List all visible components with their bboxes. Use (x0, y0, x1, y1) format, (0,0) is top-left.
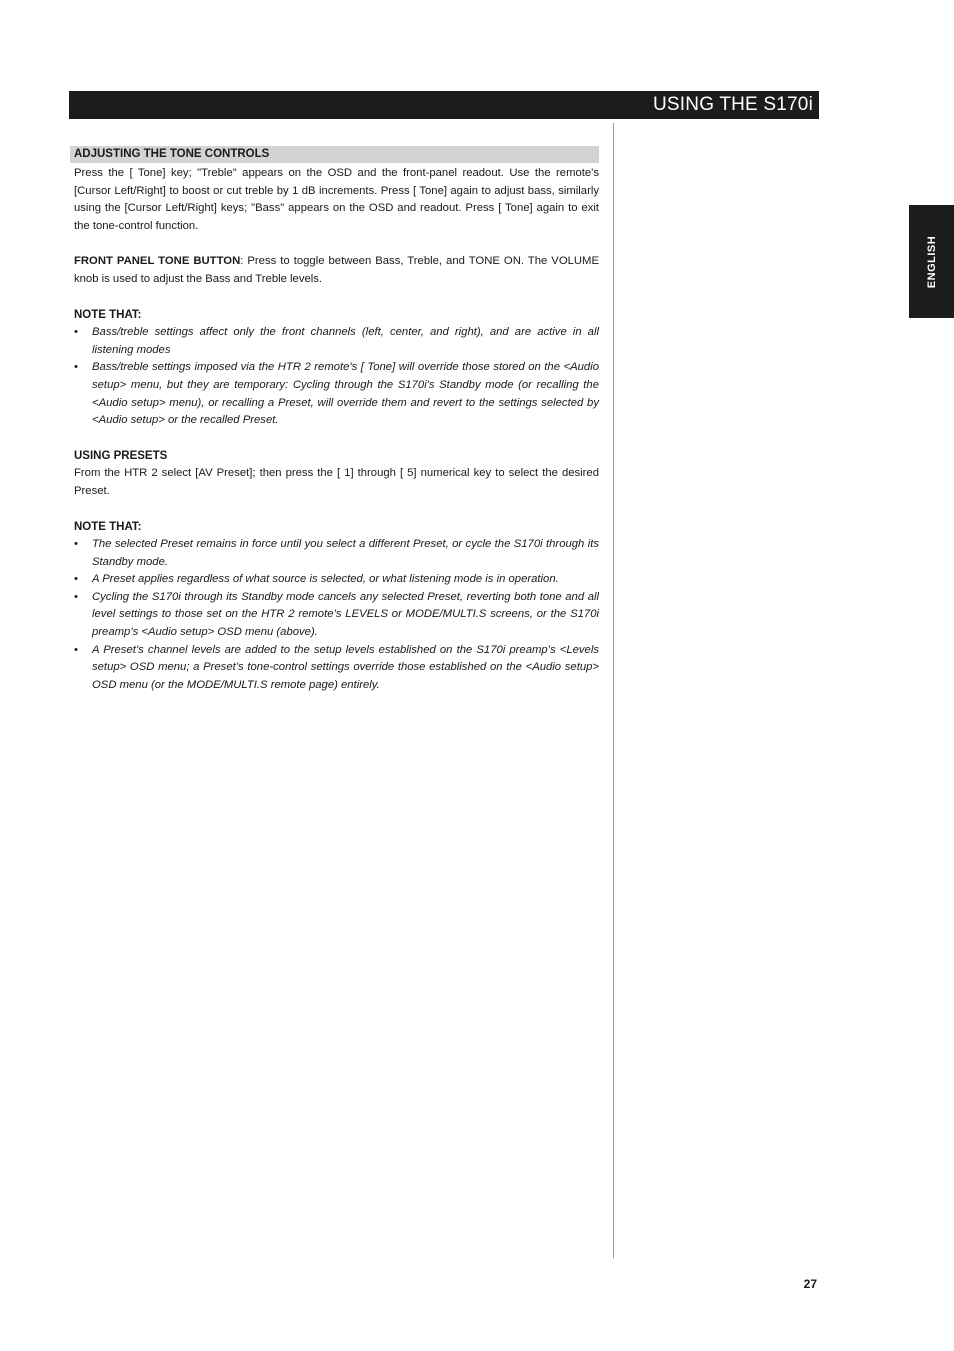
preset-notes-list (74, 536, 599, 694)
list-item: • A Preset applies regardless of what source is selected, or what listening mode is in operation. (74, 571, 599, 589)
list-item: • Cycling the S170i through its Standby mode cancels any selected Preset, reverting both tone and all level settings to those set on the HTR 2 remote’s LEVELS or MODE/MULTI.S screens, or the S170i preamp’s <Audio setup> OSD menu (above). (74, 590, 599, 639)
front-panel-label: FRONT PANEL TONE BUTTON (74, 255, 241, 268)
bullet: • (74, 590, 78, 603)
tone-body-paragraph: Press the [ Tone] key; "Treble" appears on the OSD and the front-panel readout. Use the remote's [Cursor Left/Right] to boost or cut treble by 1 dB increments. Press [ Tone] again to adjust bass, similarly using the [Cursor Left/Right] keys; "Bass" appears on the OSD and readout. Press [ Tone] again to exit the tone-control function. (74, 167, 599, 232)
front-panel-text: : Press to toggle between Bass, Treble, and TONE ON. The VOLUME knob is used to adjust the Bass and Treble levels. (74, 255, 599, 285)
page-title: USING THE S170i (653, 94, 813, 115)
bullet: • (74, 361, 78, 374)
page-number: 27 (803, 1277, 817, 1291)
note-heading: NOTE THAT: (74, 520, 142, 533)
language-label: ENGLISH (925, 235, 938, 288)
list-item: • A Preset’s channel levels are added to the setup levels established on the S170i preamp’s <Levels setup> OSD menu; a Preset’s tone-control settings override those established on the <Audio setup> OSD menu (or the MODE/MULTI.S remote page) entirely. (74, 643, 599, 691)
bullet: • (74, 326, 78, 339)
list-item: • Bass/treble settings imposed via the HTR 2 remote's [ Tone] will override those stored on the <Audio setup> menu, but they are temporary: Cycling through the S170i's Standby mode (or recalling the <Audio setup> menu), or recalling a Preset, will override them and revert to the settings selected by <Audio setup> or the recalled Preset. (74, 361, 599, 427)
note-heading: NOTE THAT: (74, 308, 142, 321)
section-heading-using-presets: USING PRESETS (74, 449, 168, 462)
list-item: • The selected Preset remains in force until you select a different Preset, or cycle the S170i through its Standby mode. (74, 538, 599, 568)
column-divider (613, 123, 614, 1258)
header-bar (69, 91, 819, 119)
language-tab (909, 205, 954, 318)
list-item: • Bass/treble settings affect only the front channels (left, center, and right), and are active in all listening modes (74, 326, 599, 356)
front-panel-paragraph (74, 253, 599, 288)
section-heading-tone-controls: ADJUSTING THE TONE CONTROLS (70, 146, 599, 163)
tone-notes-list (74, 324, 599, 430)
bullet: • (74, 538, 78, 551)
bullet: • (74, 573, 78, 586)
presets-body-paragraph: From the HTR 2 select [AV Preset]; then press the [ 1] through [ 5] numerical key to select the desired Preset. (74, 467, 599, 497)
main-content (74, 146, 599, 694)
bullet: • (74, 643, 78, 656)
